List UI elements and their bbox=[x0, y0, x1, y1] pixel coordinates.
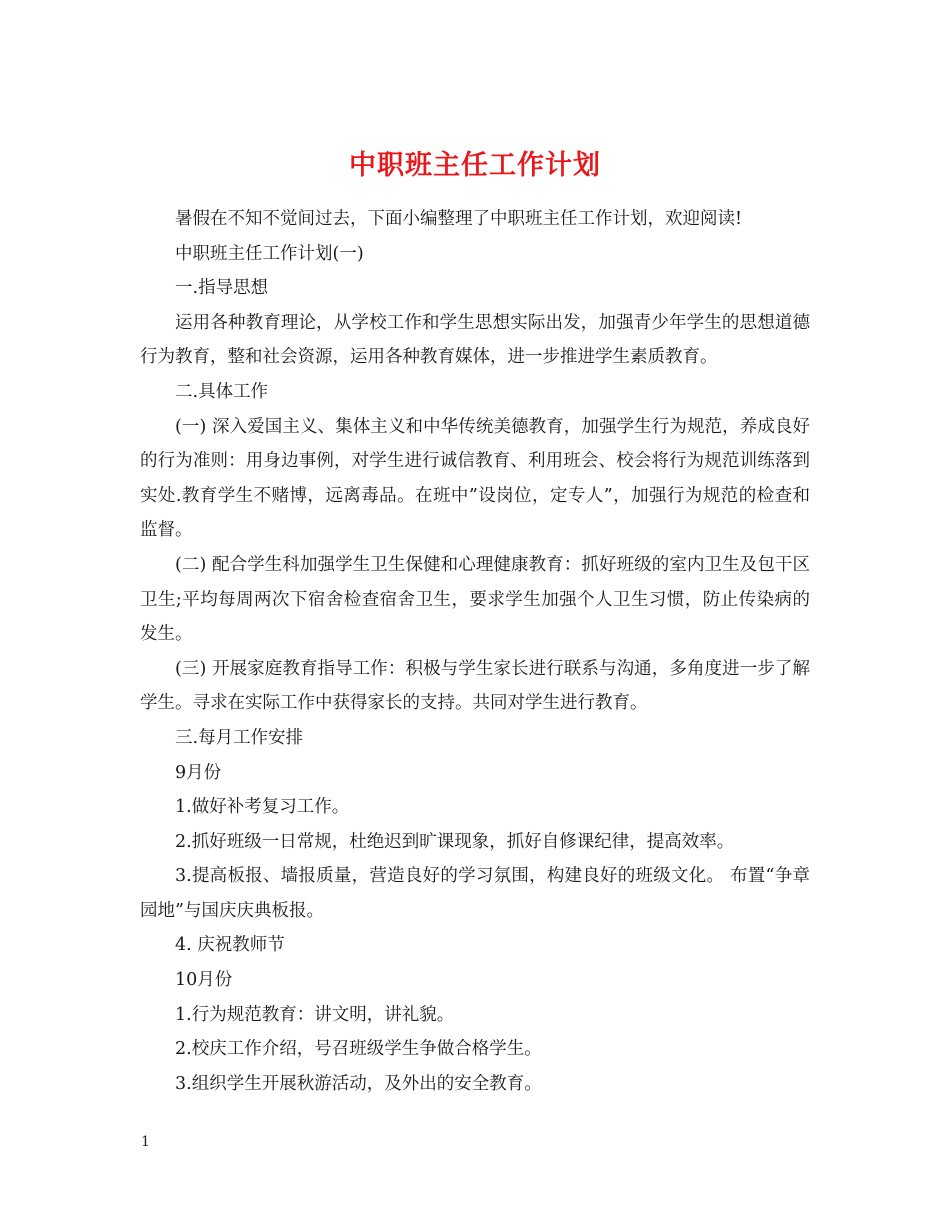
intro-paragraph: 暑假在不知不觉间过去，下面小编整理了中职班主任工作计划，欢迎阅读! bbox=[175, 209, 743, 229]
list-item: 1.行为规范教育：讲文明，讲礼貌。 bbox=[175, 1004, 455, 1025]
section-heading-monthly-schedule: 三.每月工作安排 bbox=[175, 727, 304, 748]
list-item: 3.提高板报、墙报质量，营造良好的学习氛围，构建良好的班级文化。 布置“争章园地”与国庆庆典板报。 bbox=[140, 866, 810, 921]
section-heading-specific-work: 二.具体工作 bbox=[175, 381, 269, 402]
section-heading-plan-one: 中职班主任工作计划(一) bbox=[175, 243, 364, 264]
list-item: 4. 庆祝教师节 bbox=[175, 935, 285, 956]
document-body bbox=[140, 202, 810, 1101]
body-paragraph: (二) 配合学生科加强学生卫生保健和心理健康教育：抓好班级的室内卫生及包干区卫生;平均每周两次下宿舍检查宿舍卫生，要求学生加强个人卫生习惯，防止传染病的发生。 bbox=[140, 554, 810, 645]
month-heading-september: 9月份 bbox=[175, 762, 222, 783]
list-item: 1.做好补考复习工作。 bbox=[175, 797, 350, 818]
list-item: 2.抓好班级一日常规，杜绝迟到旷课现象，抓好自修课纪律，提高效率。 bbox=[175, 831, 735, 852]
document-title: 中职班主任工作计划 bbox=[349, 150, 601, 182]
month-heading-october: 10月份 bbox=[175, 970, 233, 991]
list-item: 2.校庆工作介绍，号召班级学生争做合格学生。 bbox=[175, 1039, 542, 1060]
body-paragraph: (一) 深入爱国主义、集体主义和中华传统美德教育，加强学生行为规范，养成良好的行为准则：用身边事例，对学生进行诚信教育、利用班会、校会将行为规范训练落到实处.教育学生不赌博，远离毒品。在班中”设岗位，定专人”，加强行为规范的检查和监督。 bbox=[140, 416, 810, 541]
list-item: 3.组织学生开展秋游活动，及外出的安全教育。 bbox=[175, 1073, 542, 1094]
page-number: 1 bbox=[141, 1134, 150, 1150]
body-paragraph: (三) 开展家庭教育指导工作：积极与学生家长进行联系与沟通，多角度进一步了解学生。寻求在实际工作中获得家长的支持。共同对学生进行教育。 bbox=[140, 658, 810, 714]
section-heading-guiding-idea: 一.指导思想 bbox=[175, 278, 269, 299]
body-paragraph: 运用各种教育理论，从学校工作和学生思想实际出发，加强青少年学生的思想道德行为教育，整和社会资源，运用各种教育媒体，进一步推进学生素质教育。 bbox=[140, 312, 810, 368]
